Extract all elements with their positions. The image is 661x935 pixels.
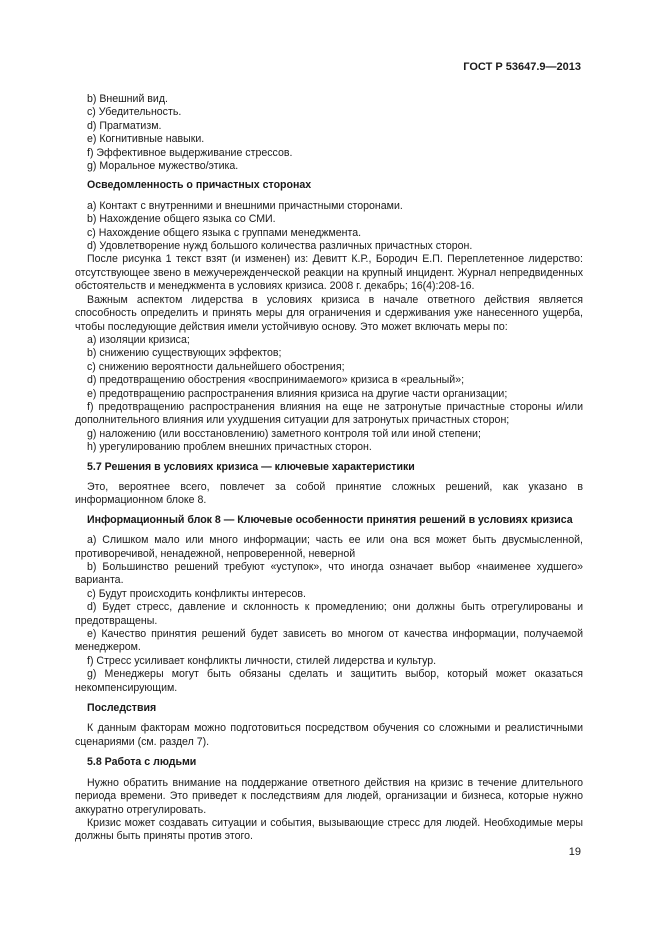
list-item: f) Эффективное выдерживание стрессов.: [87, 146, 293, 159]
list-item: c) Убедительность.: [87, 106, 182, 119]
list-item: c) снижению вероятности дальнейшего обострения;: [87, 360, 345, 373]
section-heading-5-7: 5.7 Решения в условиях кризиса — ключевые характеристики: [87, 460, 415, 473]
list-item: d) Удовлетворение нужд большого количества различных причастных сторон.: [87, 240, 473, 253]
source-note: После рисунка 1 текст взят (и изменен) из: Девитт К.Р., Бородич Е.П. Переплетенное лидерство: отсутствующее звено в межучережденческой реакции на крупный инцидент. Журнал непредвиденных обстоятельств и менеджмента в условиях кризиса. 2008 г. декабрь; 16(4):208-16.: [75, 253, 583, 293]
paragraph-aspect: Важным аспектом лидерства в условиях кризиса в начале ответного действия является способность определить и принять меры для ограничения и сдерживания уже нанесенного ущерба, чтобы последующие действия имели устойчивую основу. Это может включать меры по:: [75, 293, 583, 333]
section-heading-5-8: 5.8 Работа с людьми: [87, 756, 197, 769]
list-item: a) Слишком мало или много информации; часть ее или она вся может быть двусмысленной, противоречивой, ненадежной, непроверенной, неверной: [75, 534, 583, 560]
paragraph-5-7-intro: Это, вероятнее всего, повлечет за собой принятие сложных решений, как указано в информационном блоке 8.: [75, 480, 583, 507]
paragraph-5-8-second: Кризис может создавать ситуации и события, вызывающие стресс для людей. Необходимые меры должны быть приняты против этого.: [75, 816, 583, 843]
list-item: c) Нахождение общего языка с группами менеджмента.: [87, 226, 362, 239]
list-item: b) Нахождение общего языка со СМИ.: [87, 213, 276, 226]
list-item: h) урегулированию проблем внешних причастных сторон.: [87, 441, 372, 454]
list-item: f) предотвращению распространения влияния на еще не затронутые причастные стороны и/или дополнительного влияния или ухудшения ситуации для затронутых причастных сторон;: [75, 400, 583, 427]
list-item: g) наложению (или восстановлению) заметного контроля той или иной степени;: [87, 427, 481, 440]
list-item: g) Моральное мужество/этика.: [87, 160, 239, 173]
list-item: b) Внешний вид.: [87, 93, 168, 105]
list-item: e) предотвращению распространения влияния кризиса на другие части организации;: [87, 387, 508, 400]
list-item: f) Стресс усиливает конфликты личности, стилей лидерства и культур.: [87, 654, 437, 667]
list-item: d) Будет стресс, давление и склонность к промедлению; они должны быть отрегулированы и предотвращены.: [75, 601, 583, 627]
list-item: d) предотвращению обострения «воспринимаемого» кризиса в «реальный»;: [87, 374, 465, 387]
paragraph-consequences: К данным факторам можно подготовиться посредством обучения со сложными и реалистичными сценариями (см. раздел 7).: [75, 722, 583, 748]
list-item: c) Будут происходить конфликты интересов.: [87, 587, 306, 600]
list-item: e) Качество принятия решений будет зависеть во многом от качества информации, получаемой менеджером.: [75, 628, 583, 654]
page-content: [75, 93, 583, 844]
info-block-title: Информационный блок 8 — Ключевые особенности принятия решений в условиях кризиса: [87, 513, 573, 526]
section-heading-consequences: Последствия: [87, 702, 157, 715]
section-heading-awareness: Осведомленность о причастных сторонах: [87, 179, 312, 192]
document-id-header: ГОСТ Р 53647.9—2013: [463, 61, 581, 73]
list-item: a) Контакт с внутренними и внешними причастными сторонами.: [87, 199, 403, 212]
list-item: a) изоляции кризиса;: [87, 333, 190, 346]
list-item: b) Большинство решений требуют «уступок», что иногда означает выбор «наименее худшего» варианта.: [75, 561, 583, 587]
list-item: g) Менеджеры могут быть обязаны сделать и защитить выбор, который может оказаться некомпенсирующим.: [75, 668, 583, 694]
paragraph-5-8-first: Нужно обратить внимание на поддержание ответного действия на кризис в течение длительного периода времени. Это приведет к последствиям для людей, организации и бизнеса, которые нужно аккуратно отрегулировать.: [75, 776, 583, 816]
list-item: d) Прагматизм.: [87, 119, 162, 132]
list-item: e) Когнитивные навыки.: [87, 133, 205, 146]
page-number: 19: [568, 846, 581, 858]
list-item: b) снижению существующих эффектов;: [87, 347, 282, 360]
